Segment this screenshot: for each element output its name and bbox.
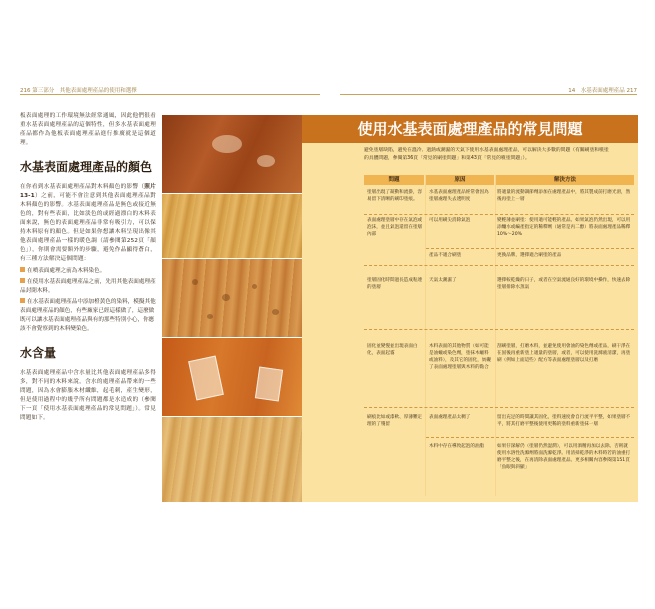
cell-cause: 水基表面處理產品經常會因為塗層處理失去透明度 [429, 190, 489, 202]
blotch [207, 314, 213, 319]
bullet-item: 在使用水基表面處理產品之前，先用其他表面處理產品封閉木料。 [20, 279, 156, 294]
wood-photo-3 [162, 259, 302, 337]
bullet-square-icon [20, 278, 25, 283]
bullet-square-icon [20, 267, 25, 272]
cell-cause: 表面處理產品太稠了 [429, 415, 471, 420]
cell-solution: 刮刷塗層，打磨木料，並避免使用會油的染色劑或產品，刷干淨在在固後再重新塗上適量的塗層，或者，可以使用洗滌液清潔，再塗刷（例如上面這些）配方等表面處理塗層以及打磨 [497, 344, 631, 363]
cell-solution: 變輕薄並刷塗：使用適可能輕的產品。如果氣泡仍然出現，可以用添釀水或編產指定的稀釋劑（通常是丙二醇）將表面處理產品稀釋10%～20% [497, 218, 631, 237]
cell-problem: 塗層出現了凝動和流掛，容易留下清晰的刷印塗痕。 [367, 190, 423, 202]
row-divider [426, 437, 634, 438]
cell-solution: 留出充足的時間讓其固化，塗料速度會自行流平平整，如果塗層不平，將其打磨平整後使用更稀的塗料重新塗抹一層 [497, 415, 631, 427]
header-rule-right [340, 94, 637, 95]
column-header-problem: 問題 [364, 175, 424, 185]
wood-photo-5 [162, 417, 302, 502]
cell-solution: 選擇較乾燥的日子，或者在空氣流通良好的環境中操作，快速去除塗層排除水蒸氣 [497, 278, 631, 290]
color-paragraph-suffix: ）之前，可能不會注意到其他表面處理產品對木料顏色的影響。水基表面處理產品是無色或接近無色的，對有些表面，比如淡色的或經過漂白的木料表面來說，無色的表面處理產品非常有吸引力，可以保持木料原有的顏色。但是如果你想讓木料呈現出像其他表面處理產品一樣的暖色調（請參閱第252頁「顏色」），你則會需要額外的步驟，避免作品顯得蒼白，有三種方法解決這個問題： [20, 193, 156, 262]
water-paragraph: 水基表面處理產品中含水量比其他表面處理產品多得多，對不同的木料來說，含水的處理產品帶來的一些問題，因為水會膨脹木材纖維，起毛刺，產生變形，但是使用過程中的幾乎所有問題都是水造成的（參閱下一頁「使用水基表面處理產品的常見問題」）。常見問題如下。 [20, 370, 156, 421]
blotch [192, 279, 198, 285]
cell-solution: 如果仔深解仍（塗層仍然湿潤），可以用酒精再加以去除。否則就使用水溶性洗滌劑將面洗滌乾淨。用清掃乾淨的木料時若的油重打磨平整之後，在再清除表面處理產品。更多相關內容參閱第151頁「魚眼與斜顯」 [497, 444, 631, 470]
spot [257, 155, 275, 167]
cell-solution: 將適量的流動調節劑添加在處理產品中，將其製成前打磨光滑，然後再塗上一層 [497, 190, 631, 202]
column-header-cause: 原因 [426, 175, 494, 185]
page-header-right: 14 水基表面處理產品 217 [568, 88, 637, 94]
cell-solution: 更換品牌，選擇適合刷塗的產品 [497, 253, 562, 258]
heading-water-content: 水含量 [20, 346, 57, 360]
problems-table-panel [302, 115, 638, 502]
cell-problem: 固化並變慢並出現表面白化，表面起霧 [367, 344, 418, 356]
cell-problem: 塗層固化時間過長造成粘連的塗層 [367, 278, 423, 290]
cell-cause: 木料表面的其他物質（如可能是油蠟或染色劑，塗抹木蠟料或油料），及其它的固化，妨礙了表面處理塗層與木料的黏合 [429, 344, 492, 370]
table-intro: 避免塗層缺陷，避免在溫冷、過熱或潮濕的天氣下使用水基表面處理產品，可以解決大多數的問題（有關刷塗和噴塗的具體問題，參閱第36頁「常見的刷塗問題」和第43頁「常見的噴塗問題」）。 [364, 148, 609, 161]
cell-cause: 天氣太潮濕了 [429, 278, 457, 283]
row-divider [364, 329, 634, 330]
header-rule-left [20, 94, 320, 95]
heading-color: 水基表面處理產品的顏色 [20, 160, 153, 174]
cell-cause: 產品不適合刷塗 [429, 253, 462, 258]
wood-photo-2 [162, 194, 302, 258]
bullet-item: 在噴表面處理之前為木料染色。 [20, 267, 156, 276]
row-divider [364, 265, 634, 266]
left-column [20, 112, 156, 426]
cell-problem: 刷痕比如或漆軟、厚薄難定理的了殘留 [367, 415, 423, 427]
wood-photo-4 [162, 338, 302, 416]
peeling-film [255, 366, 283, 401]
color-paragraph [20, 183, 156, 264]
column-header-solution: 解決方法 [496, 175, 634, 185]
table-title: 使用水基表面處理產品的常見問題 [302, 115, 638, 143]
cell-cause: 木料中存在導致起泡的油脂 [429, 444, 485, 449]
cell-cause: 可以用刷尖消除氣泡 [429, 218, 471, 223]
intro-paragraph: 板表面處理的工作環境無法經常通風，因此他們很看重水基表面處理產品的這個特性，但多水基表面處理產品都作為他板表面處理產品進行推廣就是這個道理。 [20, 113, 156, 146]
cell-problem: 表面處理塗層中存在氣泡或泡沫，並且氣泡還留在塗層內部 [367, 218, 423, 237]
bullet-square-icon [20, 298, 25, 303]
column-divider [495, 175, 496, 496]
page-header-left: 216 第三部分 其他表面處理產品的使用和選擇 [20, 88, 137, 94]
color-paragraph-prefix: 在你看到水基表面處理產品對木料顏色的影響（ [20, 184, 145, 190]
row-divider [426, 248, 634, 249]
row-divider [364, 214, 634, 215]
spot [212, 135, 242, 153]
blotch [222, 294, 230, 301]
wood-photo-1 [162, 115, 302, 193]
bullet-item: 在水基表面處理產品中添加橙黃色的染料，模擬其他表面處理產品的顏色，有些廠家已經這樣做了，這麼做既可以讓水基表面處理產品與有的那些特別小心，你應該不會覺察到的木料變染色。 [20, 299, 156, 332]
row-divider [364, 407, 634, 408]
blotch [252, 284, 257, 289]
blotch [272, 309, 279, 315]
wood-photo-strip [162, 115, 302, 502]
peeling-film [188, 356, 224, 401]
column-divider [425, 175, 426, 496]
photo-reference: 照片13-1 [20, 184, 156, 199]
